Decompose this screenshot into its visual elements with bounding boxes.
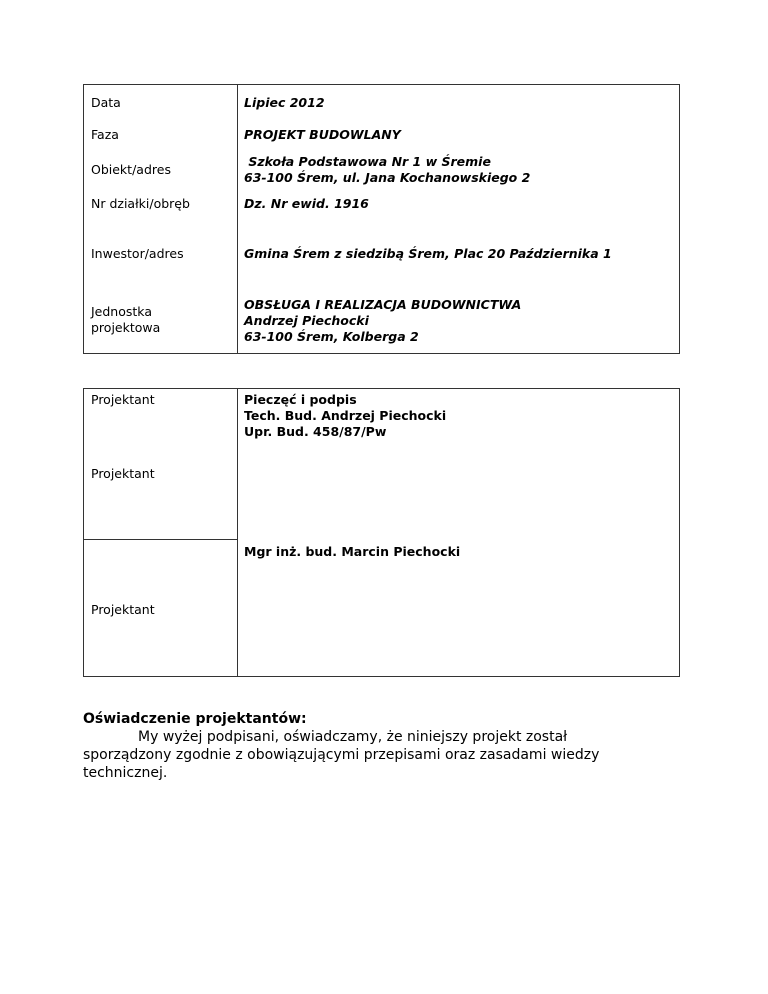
value-unit-line3: 63-100 Śrem, Kolberga 2 bbox=[244, 329, 419, 344]
value-date: Lipiec 2012 bbox=[244, 95, 325, 110]
label-unit-line1: Jednostka bbox=[91, 304, 152, 319]
designers-statement bbox=[83, 710, 683, 782]
label-date: Data bbox=[91, 95, 121, 110]
label-investor: Inwestor/adres bbox=[91, 246, 184, 261]
value-object-line2: 63-100 Śrem, ul. Jana Kochanowskiego 2 bbox=[244, 170, 531, 185]
value-plot: Dz. Nr ewid. 1916 bbox=[244, 196, 369, 211]
designer-label-2: Projektant bbox=[91, 466, 155, 481]
label-phase: Faza bbox=[91, 127, 119, 142]
designer-1-name: Tech. Bud. Andrzej Piechocki bbox=[244, 408, 447, 423]
project-info-table bbox=[83, 84, 680, 354]
statement-line1: My wyżej podpisani, oświadczamy, że niniejszy projekt został bbox=[138, 729, 568, 745]
label-object-address: Obiekt/adres bbox=[91, 162, 171, 177]
statement-line2: sporządzony zgodnie z obowiązującymi przepisami oraz zasadami wiedzy bbox=[83, 747, 600, 763]
column-divider bbox=[237, 85, 238, 353]
value-unit-line1: OBSŁUGA I REALIZACJA BUDOWNICTWA bbox=[244, 297, 522, 312]
label-plot: Nr działki/obręb bbox=[91, 196, 190, 211]
designer-1-license: Upr. Bud. 458/87/Pw bbox=[244, 424, 387, 439]
statement-heading: Oświadczenie projektantów: bbox=[83, 711, 307, 727]
statement-line3: technicznej. bbox=[83, 765, 168, 781]
designer-2-name: Mgr inż. bud. Marcin Piechocki bbox=[244, 544, 461, 559]
designer-label-1: Projektant bbox=[91, 392, 155, 407]
designers-table bbox=[83, 388, 680, 677]
column-divider bbox=[237, 389, 238, 676]
value-investor: Gmina Śrem z siedzibą Śrem, Plac 20 Października 1 bbox=[244, 246, 612, 261]
value-unit-line2: Andrzej Piechocki bbox=[244, 313, 369, 328]
value-phase: PROJEKT BUDOWLANY bbox=[244, 127, 401, 142]
label-unit-line2: projektowa bbox=[91, 320, 161, 335]
stamp-signature-heading: Pieczęć i podpis bbox=[244, 392, 357, 407]
designer-label-3: Projektant bbox=[91, 602, 155, 617]
row-divider bbox=[84, 539, 237, 540]
value-object-line1: Szkoła Podstawowa Nr 1 w Śremie bbox=[244, 154, 491, 169]
